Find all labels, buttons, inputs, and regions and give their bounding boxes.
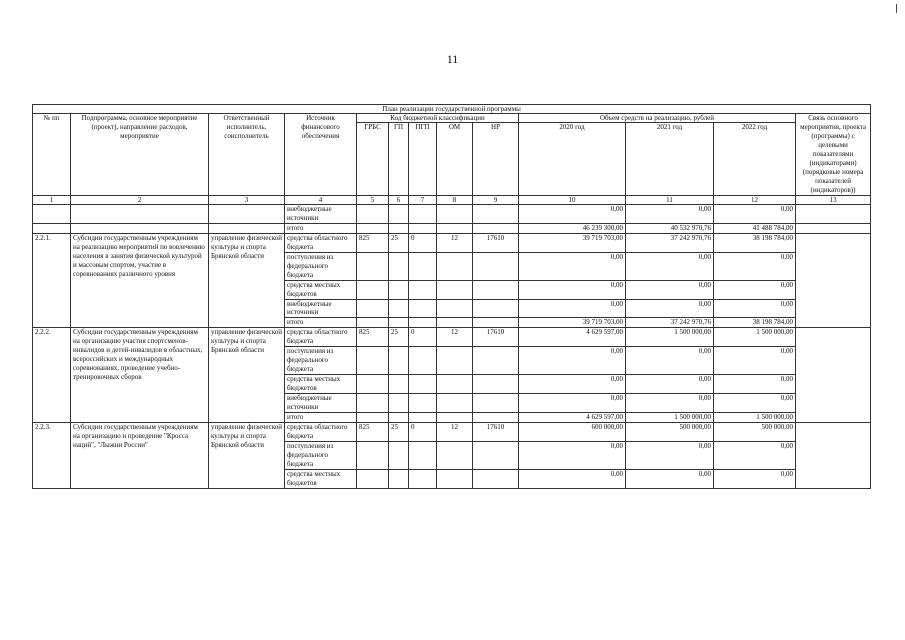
item-number: 2.2.3. xyxy=(33,422,71,488)
value-2020: 4 629 597,00 xyxy=(519,328,626,347)
code-pgp: 0 xyxy=(409,422,437,441)
table-row xyxy=(33,233,871,252)
value-2021: 0,00 xyxy=(626,375,714,394)
value-2022: 500 000,00 xyxy=(714,422,796,441)
source-cell: средства местных бюджетов xyxy=(285,375,357,394)
header-link: Связь основного мероприятия, проекта (программы) с целевыми показателями (индикаторами) (порядковые номера показателей (индикаторов)) xyxy=(796,114,871,196)
column-number: 5 xyxy=(357,196,389,205)
code-grbs: 825 xyxy=(357,328,389,347)
value-2022: 38 198 784,00 xyxy=(714,233,796,252)
table-row xyxy=(33,328,871,347)
value-2021: 0,00 xyxy=(626,299,714,318)
code-om: 12 xyxy=(437,422,473,441)
source-cell: поступления из федерального бюджета xyxy=(285,441,357,469)
column-number-row xyxy=(33,196,871,205)
value-2021: 500 000,00 xyxy=(626,422,714,441)
header-np: НР xyxy=(473,123,519,196)
total-2021: 37 242 970,76 xyxy=(626,318,714,328)
item-name: Субсидии государственным учреждениям на организацию участия спортсменов-инвалидов и детей-инвалидов в областных, всероссийских и международных соревнованиях, проведение учебно-тренировочных сборов xyxy=(71,328,209,423)
header-2022: 2022 год xyxy=(714,123,796,196)
page-edge-mark xyxy=(896,4,897,13)
value-2020: 0,00 xyxy=(519,252,626,280)
value-2021: 37 242 970,76 xyxy=(626,233,714,252)
value-2022: 0,00 xyxy=(714,280,796,299)
source-cell: средства областного бюджета xyxy=(285,328,357,347)
code-grbs: 825 xyxy=(357,422,389,441)
value-2020: 0,00 xyxy=(519,347,626,375)
header-no: № пп xyxy=(33,114,71,196)
header-executor: Ответственный исполнитель, соисполнитель xyxy=(209,114,285,196)
item-number: 2.2.2. xyxy=(33,328,71,423)
value-2020: 0,00 xyxy=(519,299,626,318)
header-kbk: Код бюджетной классификации xyxy=(357,114,519,123)
column-number: 11 xyxy=(626,196,714,205)
table-row xyxy=(33,205,871,224)
value-2022: 0,00 xyxy=(714,394,796,413)
code-grbs: 825 xyxy=(357,233,389,252)
code-np: 17610 xyxy=(473,328,519,347)
column-number: 9 xyxy=(473,196,519,205)
value-2022: 0,00 xyxy=(714,205,796,224)
value-2020: 0,00 xyxy=(519,441,626,469)
column-number: 13 xyxy=(796,196,871,205)
source-cell: поступления из федерального бюджета xyxy=(285,347,357,375)
source-cell: внебюджетные источники xyxy=(285,205,357,224)
source-cell: средства областного бюджета xyxy=(285,422,357,441)
header-grbs: ГРБС xyxy=(357,123,389,196)
column-number: 12 xyxy=(714,196,796,205)
total-label: итого xyxy=(285,412,357,422)
item-executor: управление физической культуры и спорта Брянской области xyxy=(209,328,285,423)
column-number: 7 xyxy=(409,196,437,205)
code-gp: 25 xyxy=(389,328,409,347)
header-source: Источник финансового обеспечения xyxy=(285,114,357,196)
total-2021: 1 500 000,00 xyxy=(626,412,714,422)
value-2020: 39 719 703,00 xyxy=(519,233,626,252)
total-2022: 41 488 784,00 xyxy=(714,223,796,233)
column-number: 8 xyxy=(437,196,473,205)
total-2020: 39 719 703,00 xyxy=(519,318,626,328)
code-gp: 25 xyxy=(389,233,409,252)
code-pgp: 0 xyxy=(409,328,437,347)
value-2021: 0,00 xyxy=(626,252,714,280)
source-cell: внебюджетные источники xyxy=(285,394,357,413)
value-2022: 0,00 xyxy=(714,469,796,488)
value-2022: 1 500 000,00 xyxy=(714,328,796,347)
header-gp: ГП xyxy=(389,123,409,196)
value-2022: 0,00 xyxy=(714,252,796,280)
header-volume: Объем средств на реализацию, рублей xyxy=(519,114,796,123)
header-2021: 2021 год xyxy=(626,123,714,196)
source-cell: внебюджетные источники xyxy=(285,299,357,318)
column-number: 6 xyxy=(389,196,409,205)
total-2020: 4 629 597,00 xyxy=(519,412,626,422)
header-2020: 2020 год xyxy=(519,123,626,196)
header-pgp: ПГП xyxy=(409,123,437,196)
value-2021: 0,00 xyxy=(626,347,714,375)
code-np: 17610 xyxy=(473,233,519,252)
total-2022: 1 500 000,00 xyxy=(714,412,796,422)
value-2021: 0,00 xyxy=(626,441,714,469)
page-number: 11 xyxy=(446,52,459,66)
value-2021: 0,00 xyxy=(626,469,714,488)
item-executor: управление физической культуры и спорта Брянской области xyxy=(209,422,285,488)
column-number: 3 xyxy=(209,196,285,205)
header-name: Подпрограмма, основное мероприятие (проект), направление расходов, мероприятие xyxy=(71,114,209,196)
total-2020: 46 239 300,00 xyxy=(519,223,626,233)
value-2022: 0,00 xyxy=(714,299,796,318)
source-cell: средства местных бюджетов xyxy=(285,469,357,488)
total-row xyxy=(33,223,871,233)
value-2022: 0,00 xyxy=(714,441,796,469)
value-2020: 0,00 xyxy=(519,469,626,488)
code-pgp: 0 xyxy=(409,233,437,252)
value-2020: 0,00 xyxy=(519,205,626,224)
source-cell: средства областного бюджета xyxy=(285,233,357,252)
code-om: 12 xyxy=(437,233,473,252)
value-2021: 1 500 000,00 xyxy=(626,328,714,347)
column-number: 1 xyxy=(33,196,71,205)
table-row xyxy=(33,422,871,441)
value-2020: 0,00 xyxy=(519,394,626,413)
value-2022: 0,00 xyxy=(714,347,796,375)
table-title: План реализации государственной программы xyxy=(33,105,871,114)
item-number: 2.2.1. xyxy=(33,233,71,328)
source-cell: поступления из федерального бюджета xyxy=(285,252,357,280)
total-label: итого xyxy=(285,318,357,328)
program-plan-table xyxy=(32,104,871,489)
column-number: 2 xyxy=(71,196,209,205)
item-name: Субсидии государственным учреждениям на организацию и проведение "Кросса наций", "Лыжни России" xyxy=(71,422,209,488)
value-2020: 0,00 xyxy=(519,375,626,394)
value-2021: 0,00 xyxy=(626,205,714,224)
code-np: 17610 xyxy=(473,422,519,441)
code-gp: 25 xyxy=(389,422,409,441)
value-2022: 0,00 xyxy=(714,375,796,394)
total-2022: 38 198 784,00 xyxy=(714,318,796,328)
code-om: 12 xyxy=(437,328,473,347)
column-number: 10 xyxy=(519,196,626,205)
total-label: итого xyxy=(285,223,357,233)
value-2021: 0,00 xyxy=(626,280,714,299)
header-om: ОМ xyxy=(437,123,473,196)
value-2021: 0,00 xyxy=(626,394,714,413)
source-cell: средства местных бюджетов xyxy=(285,280,357,299)
column-number: 4 xyxy=(285,196,357,205)
item-executor: управление физической культуры и спорта Брянской области xyxy=(209,233,285,328)
item-name: Субсидии государственным учреждениям на реализацию мероприятий по вовлечению населения в занятия физической культурой и массовым спортом, участие в соревнованиях различного уровня xyxy=(71,233,209,328)
value-2020: 600 000,00 xyxy=(519,422,626,441)
total-2021: 40 532 970,76 xyxy=(626,223,714,233)
value-2020: 0,00 xyxy=(519,280,626,299)
